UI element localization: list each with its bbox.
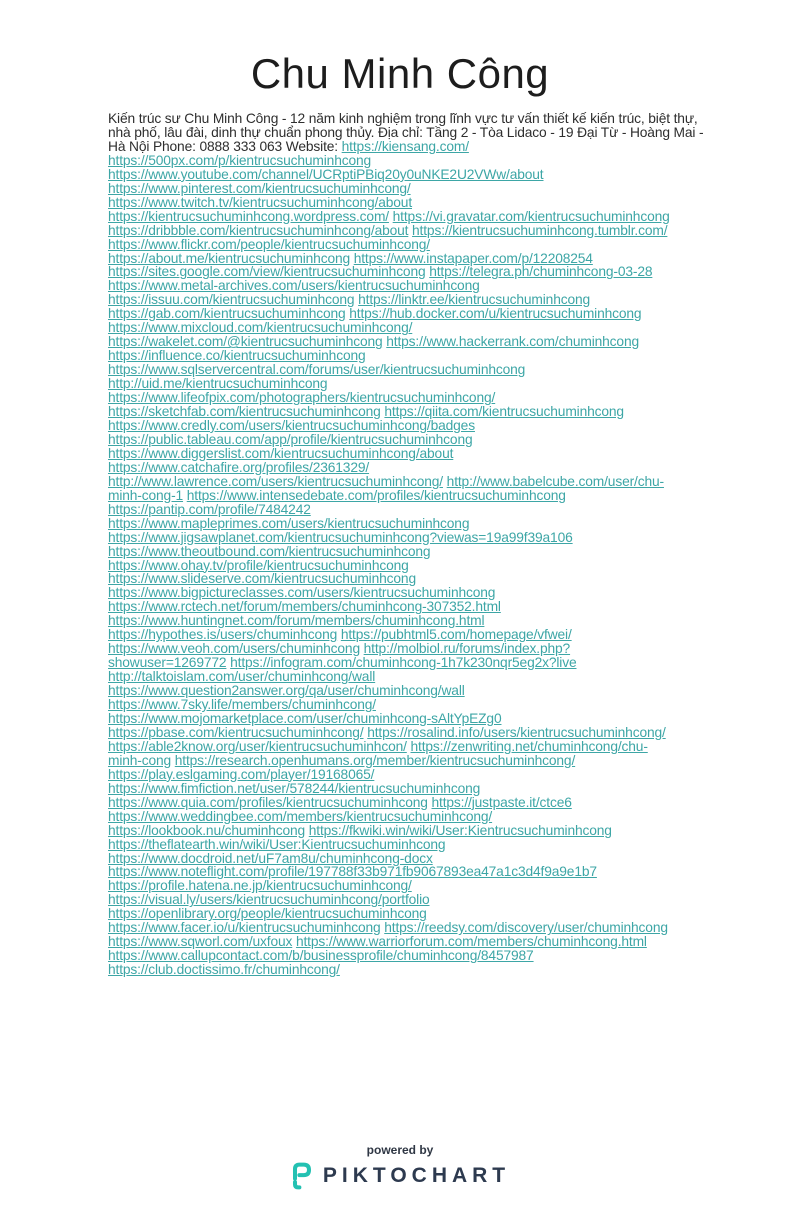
content-line [108,475,708,489]
url-link[interactable]: https://www.facer.io/u/kientrucsuchuminhcong [108,920,381,936]
url-link[interactable]: https://www.veoh.com/users/chuminhcong [108,641,360,657]
content-line [108,489,708,503]
url-link[interactable]: http://www.babelcube.com/user/chu- [446,473,664,489]
url-link[interactable]: https://research.openhumans.org/member/kientrucsuchuminhcong/ [174,752,576,768]
content-line [108,252,708,266]
content-line [108,168,708,182]
content-line [108,182,708,196]
url-link[interactable]: https://500px.com/p/kientrucsuchuminhcong [108,152,372,168]
url-link[interactable]: http://uid.me/kientrucsuchuminhcong [108,376,328,392]
content-line [108,461,708,475]
content-line [108,545,708,559]
footer [0,1143,800,1190]
content-line [108,321,708,335]
page-title: Chu Minh Công [250,50,550,98]
content-line [108,349,708,363]
url-link[interactable]: https://about.me/kientrucsuchuminhcong [108,250,351,266]
content-line [108,879,708,893]
url-link[interactable]: https://influence.co/kientrucsuchuminhcong [108,348,366,364]
url-link[interactable]: http://molbiol.ru/forums/index.php? [363,641,571,657]
url-link[interactable]: https://www.jigsawplanet.com/kientrucsuchuminhcong?viewas=19a99f39a106 [108,529,573,545]
url-link[interactable]: https://www.sqworl.com/uxfoux [108,934,293,950]
url-link[interactable]: https://www.rctech.net/forum/members/chuminhcong-307352.html [108,599,501,615]
content-line [108,433,708,447]
content-line [108,865,708,879]
piktochart-logo[interactable] [0,1162,800,1190]
content-line [108,238,708,252]
content-line [108,586,708,600]
url-link[interactable]: https://www.youtube.com/channel/UCRptiPBiq20y0uNKE2U2VWw/about [108,166,544,182]
content-line [108,196,708,210]
url-link[interactable]: https://www.hackerrank.com/chuminhcong [386,334,639,350]
url-link[interactable]: https://www.mojomarketplace.com/user/chuminhcong-sAltYpEZg0 [108,710,502,726]
url-link[interactable]: https://rosalind.info/users/kientrucsuchuminhcong/ [367,724,666,740]
content-line [108,935,708,949]
url-link[interactable]: https://www.fimfiction.net/user/578244/kientrucsuchuminhcong [108,780,481,796]
url-link[interactable]: https://zenwriting.net/chuminhcong/chu- [410,738,648,754]
url-link[interactable]: https://dribbble.com/kientrucsuchuminhcong/about [108,222,409,238]
url-link[interactable]: https://www.noteflight.com/profile/197788f33b971fb9067893ea47a1c3d4f9a9e1b7 [108,864,597,880]
content-line [108,112,708,126]
url-link[interactable]: https://www.credly.com/users/kientrucsuchuminhcong/badges [108,417,475,433]
content-line [108,740,708,754]
content-line [108,810,708,824]
url-link[interactable]: showuser=1269772 [108,655,227,671]
url-link[interactable]: https://www.sqlservercentral.com/forums/user/kientrucsuchuminhcong [108,362,526,378]
url-link[interactable]: https://hypothes.is/users/chuminhcong [108,627,338,643]
content-line [108,684,708,698]
url-link[interactable]: https://www.twitch.tv/kientrucsuchuminhcong/about [108,194,412,210]
content-line [108,293,708,307]
url-link[interactable]: https://www.callupcontact.com/b/businessprofile/chuminhcong/8457987 [108,948,534,964]
content-line [108,852,708,866]
content-line [108,796,708,810]
content-line [108,628,708,642]
url-link[interactable]: https://gab.com/kientrucsuchuminhcong [108,306,346,322]
url-link[interactable]: https://www.warriorforum.com/members/chuminhcong.html [295,934,647,950]
content-line [108,559,708,573]
url-link[interactable]: https://able2know.org/user/kientrucsuchuminhcon/ [108,738,407,754]
url-link[interactable]: https://hub.docker.com/u/kientrucsuchuminhcong [349,306,642,322]
url-link[interactable]: https://www.huntingnet.com/forum/members/chuminhcong.html [108,613,485,629]
piktochart-wordmark: PIKTOCHART [322,1164,511,1187]
content-line [108,712,708,726]
content-line [108,893,708,907]
content-line [108,307,708,321]
url-link[interactable]: https://public.tableau.com/app/profile/kientrucsuchuminhcong [108,431,473,447]
url-link[interactable]: https://issuu.com/kientrucsuchuminhcong [108,292,355,308]
url-link[interactable]: https://sites.google.com/view/kientrucsuchuminhcong [108,264,426,280]
content-line [108,447,708,461]
content-line [108,210,708,224]
text-segment: Hà Nội Phone: 0888 333 063 Website: [108,138,342,154]
url-link[interactable]: https://www.slideserve.com/kientrucsuchuminhcong [108,571,416,587]
url-link[interactable]: https://www.lifeofpix.com/photographers/kientrucsuchuminhcong/ [108,390,496,406]
url-link[interactable]: https://vi.gravatar.com/kientrucsuchuminhcong [392,208,670,224]
url-link[interactable]: https://www.instapaper.com/p/12208254 [353,250,593,266]
url-link[interactable]: https://www.intensedebate.com/profiles/kientrucsuchuminhcong [186,487,566,503]
url-link[interactable]: http://talktoislam.com/user/chuminhcong/wall [108,669,376,685]
content-line [108,363,708,377]
url-link[interactable]: https://www.7sky.life/members/chuminhcong/ [108,697,376,713]
url-link[interactable]: https://profile.hatena.ne.jp/kientrucsuchuminhcong/ [108,878,412,894]
url-link[interactable]: https://wakelet.com/@kientrucsuchuminhcong [108,334,383,350]
content-line [108,224,708,238]
content-line [108,517,708,531]
content-line [108,921,708,935]
url-link[interactable]: https://sketchfab.com/kientrucsuchuminhcong [108,404,381,420]
url-link[interactable]: https://www.docdroid.net/uF7am8u/chuminhcong-docx [108,850,433,866]
content-line [108,949,708,963]
url-link[interactable]: https://kientrucsuchuminhcong.wordpress.com/ [108,208,389,224]
content-block [108,112,708,977]
content-line [108,754,708,768]
content-line [108,782,708,796]
content-line [108,600,708,614]
url-link[interactable]: https://www.theoutbound.com/kientrucsuchuminhcong [108,543,431,559]
url-link[interactable]: https://www.mixcloud.com/kientrucsuchuminhcong/ [108,320,413,336]
content-line [108,656,708,670]
content-line [108,279,708,293]
url-link[interactable]: https://www.ohay.tv/profile/kientrucsuchuminhcong [108,557,409,573]
url-link[interactable]: https://club.doctissimo.fr/chuminhcong/ [108,962,340,978]
content-line [108,670,708,684]
url-link[interactable]: https://telegra.ph/chuminhcong-03-28 [429,264,653,280]
url-link[interactable]: https://play.eslgaming.com/player/19168065/ [108,766,375,782]
piktochart-p-icon [290,1162,314,1190]
content-line [108,572,708,586]
url-link[interactable]: https://www.metal-archives.com/users/kientrucsuchuminhcong [108,278,480,294]
url-link[interactable]: https://visual.ly/users/kientrucsuchuminhcong/portfolio [108,892,430,908]
content-line [108,824,708,838]
content-line [108,154,708,168]
content-line [108,614,708,628]
url-link[interactable]: https://infogram.com/chuminhcong-1h7k230nqr5eg2x?live [230,655,577,671]
content-line [108,531,708,545]
content-line [108,265,708,279]
content-line [108,140,708,154]
url-link[interactable]: https://kientrucsuchuminhcong.tumblr.com/ [412,222,668,238]
content-line [108,768,708,782]
url-link[interactable]: https://www.diggerslist.com/kientrucsuchuminhcong/about [108,445,454,461]
url-link[interactable]: https://linktr.ee/kientrucsuchuminhcong [358,292,591,308]
url-link[interactable]: minh-cong-1 [108,487,184,503]
url-link[interactable]: https://www.weddingbee.com/members/kientrucsuchuminhcong/ [108,808,493,824]
content-line [108,907,708,921]
url-link[interactable]: https://www.mapleprimes.com/users/kientrucsuchuminhcong [108,515,470,531]
url-link[interactable]: https://pbase.com/kientrucsuchuminhcong/ [108,724,364,740]
content-line [108,419,708,433]
url-link[interactable]: https://pubhtml5.com/homepage/vfwei/ [340,627,572,643]
url-link[interactable]: https://fkwiki.win/wiki/User:Kientrucsuchuminhcong [308,822,612,838]
content-line [108,726,708,740]
url-link[interactable]: https://justpaste.it/ctce6 [431,794,572,810]
url-link[interactable]: https://theflatearth.win/wiki/User:Kientrucsuchuminhcong [108,836,446,852]
url-link[interactable]: https://reedsy.com/discovery/user/chuminhcong [384,920,668,936]
powered-by-label: powered by [366,1143,434,1157]
url-link[interactable]: minh-cong [108,752,172,768]
url-link[interactable]: https://www.quia.com/profiles/kientrucsuchuminhcong [108,794,428,810]
url-link[interactable]: https://openlibrary.org/people/kientrucsuchuminhcong [108,906,427,922]
content-line [108,391,708,405]
url-link[interactable]: https://www.flickr.com/people/kientrucsuchuminhcong/ [108,236,430,252]
content-line [108,698,708,712]
url-link[interactable]: https://pantip.com/profile/7484242 [108,501,311,517]
content-line [108,838,708,852]
content-line [108,503,708,517]
content-line [108,405,708,419]
url-link[interactable]: http://www.lawrence.com/users/kientrucsuchuminhcong/ [108,473,443,489]
url-link[interactable]: https://kiensang.com/ [341,138,469,154]
url-link[interactable]: https://www.pinterest.com/kientrucsuchuminhcong/ [108,180,411,196]
content-line [108,963,708,977]
content-line [108,126,708,140]
url-link[interactable]: https://www.bigpictureclasses.com/users/kientrucsuchuminhcong [108,585,496,601]
text-segment: Kiến trúc sư Chu Minh Công - 12 năm kinh nghiệm trong lĩnh vực tư vấn thiết kế kiến trúc, biệt thự, [108,111,698,126]
text-segment: nhà phố, lâu đài, dinh thự chuẩn phong thủy. Địa chỉ: Tầng 2 - Tòa Lidaco - 19 Đại Từ - Hoàng Mai - [108,124,704,140]
content-line [108,642,708,656]
content-line [108,377,708,391]
url-link[interactable]: https://www.question2answer.org/qa/user/chuminhcong/wall [108,683,465,699]
content-line [108,335,708,349]
url-link[interactable]: https://lookbook.nu/chuminhcong [108,822,306,838]
url-link[interactable]: https://qiita.com/kientrucsuchuminhcong [384,404,624,420]
url-link[interactable]: https://www.catchafire.org/profiles/2361329/ [108,459,370,475]
